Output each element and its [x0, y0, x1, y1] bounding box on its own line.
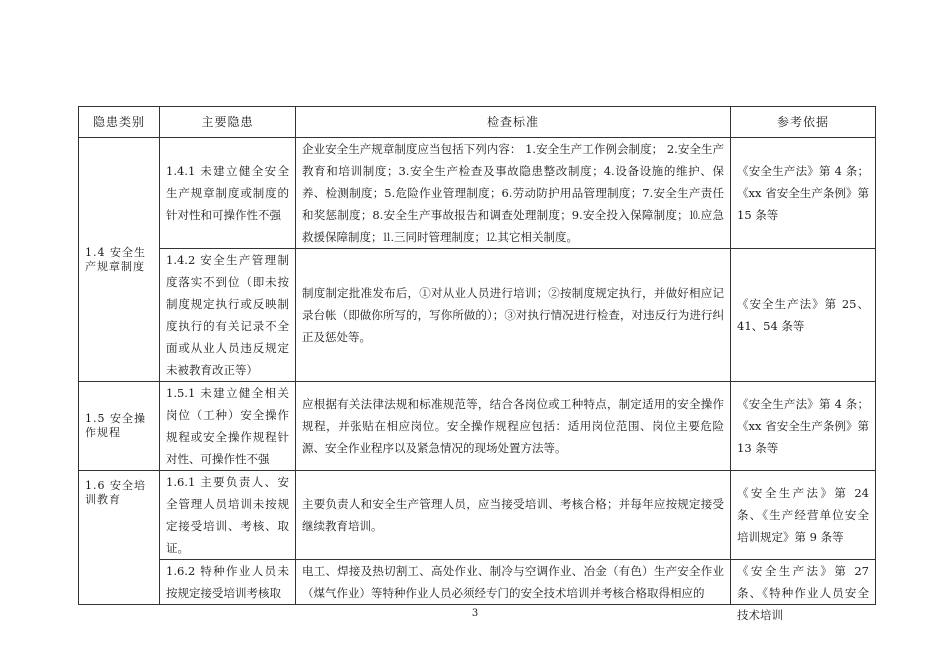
hazard-text: 1.6.2 特种作业人员未按规定接受培训考核取 — [166, 564, 289, 600]
header-reference: 参考依据 — [731, 107, 876, 138]
standard-cell: 应根据有关法律法规和标准规范等，结合各岗位或工种特点，制定适用的安全操作规程，并张贴在相应岗位。安全操作规程应包括：适用岗位范围、岗位主要危险源、安全作业程序以及紧急情况的现场处置方法等。 — [296, 382, 731, 471]
reference-cell: 《安全生产法》第 4 条；《xx 省安全生产条例》第 15 条等 — [731, 138, 876, 249]
reference-text: 《安全生产法》第 27 条、《特种作业人员安全技术培训 — [737, 564, 869, 622]
page-number: 3 — [471, 608, 479, 619]
standard-text: 电工、焊接及热切割工、高处作业、制冷与空调作业、冶金（有色）生产安全作业（煤气作业）等特种作业人员必须经专门的安全技术培训并考核合格取得相应的 — [302, 564, 724, 600]
table-header-row — [79, 107, 876, 138]
table-row — [79, 249, 876, 382]
hazard-cell: 1.4.2 安全生产管理制度落实不到位（即未按制度规定执行或反映制度执行的有关记录不全面或从业人员违反规定未被教育改正等） — [160, 249, 296, 382]
standard-cell: 制度制定批准发布后，①对从业人员进行培训；②按制度规定执行，并做好相应记录台帐（即做你所写的，写你所做的）；③对执行情况进行检查，对违反行为进行纠正及惩处等。 — [296, 249, 731, 382]
hazard-table — [78, 106, 876, 622]
hazard-cell: 1.6.1 主要负责人、安全管理人员培训未按规定接受培训、考核、取证。 — [160, 471, 296, 560]
reference-cell: 《安全生产法》第 24 条、《生产经营单位安全培训规定》第 9 条等 — [731, 471, 876, 560]
hazard-cell — [160, 560, 296, 605]
reference-cell — [731, 560, 876, 622]
category-cell: 1.6 安全培训教育 — [79, 471, 160, 605]
table-row — [79, 560, 876, 605]
standard-cell: 企业安全生产规章制度应当包括下列内容： 1.安全生产工作例会制度； 2.安全生产教育和培训制度；3.安全生产检查及事故隐患整改制度；4.设备设施的维护、保养、检测制度；5.危险作业管理制度；6.劳动防护用品管理制度；7.安全生产责任和奖惩制度；8.安全生产事故报告和调查处理制度；9.安全投入保障制度；⒑应急救援保障制度；⒒三同时管理制度；⒓其它相关制度。 — [296, 138, 731, 249]
category-cell: 1.5 安全操作规程 — [79, 382, 160, 471]
header-hazard: 主要隐患 — [160, 107, 296, 138]
hazard-cell: 1.4.1 未建立健全安全生产规章制度或制度的针对性和可操作性不强 — [160, 138, 296, 249]
header-standard: 检查标准 — [296, 107, 731, 138]
table-row — [79, 471, 876, 560]
category-cell: 1.4 安全生产规章制度 — [79, 138, 160, 382]
header-category: 隐患类别 — [79, 107, 160, 138]
reference-cell: 《安全生产法》第 25、41、54 条等 — [731, 249, 876, 382]
standard-cell — [296, 560, 731, 605]
hazard-cell: 1.5.1 未建立健全相关岗位（工种）安全操作规程或安全操作规程针对性、可操作性不强 — [160, 382, 296, 471]
table-row — [79, 382, 876, 471]
table-row — [79, 138, 876, 249]
reference-cell: 《安全生产法》第 4 条；《xx 省安全生产条例》第 13 条等 — [731, 382, 876, 471]
standard-cell: 主要负责人和安全生产管理人员，应当接受培训、考核合格；并每年应按规定接受继续教育培训。 — [296, 471, 731, 560]
